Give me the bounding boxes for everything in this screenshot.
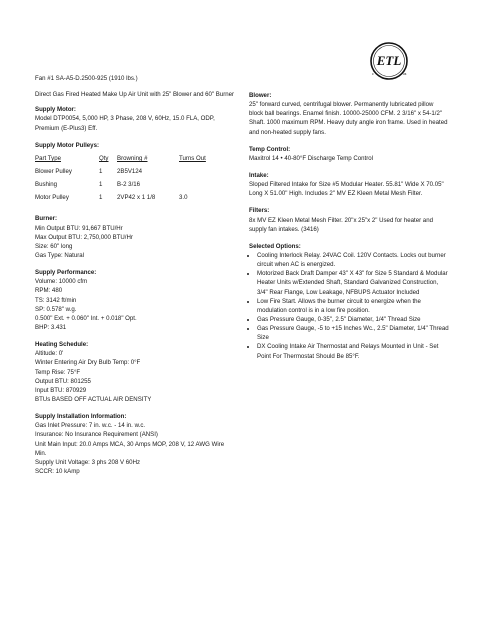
intake-heading: Intake:	[249, 171, 269, 179]
selected-options-section	[249, 242, 449, 361]
list-item: • DX Cooling Intake Air Thermostat and Relays Mounted in Unit - Set Point For Thermostat Should Be 85°F.	[257, 342, 449, 360]
installation-line: Supply Unit Voltage: 3 phs 208 V 60Hz	[35, 458, 141, 466]
heating-line: Temp Rise: 75°F	[35, 368, 81, 376]
list-item: • Gas Pressure Gauge, 0-35", 2.5" Diameter, 1/4" Thread Size	[257, 315, 449, 324]
list-item: • Gas Pressure Gauge, -5 to +15 Inches Wc., 2.5" Diameter, 1/4" Thread Size	[257, 324, 449, 342]
col-header-qty: Qty	[99, 154, 109, 162]
heating-line: Output BTU: 801255	[35, 377, 91, 385]
unit-description: Direct Gas Fired Heated Make Up Air Unit with 25" Blower and 60" Burner	[35, 91, 235, 99]
intake-section	[249, 171, 449, 198]
cell-qty: 1	[99, 194, 103, 202]
performance-line: SP: 0.578" w.g.	[35, 305, 77, 313]
list-item: • Motorized Back Draft Damper 43" X 43" for Size 5 Standard & Modular Heater Units w/Extended Shaft, Standard Galvanized Construction, 3/4" Rear Flange, Low Leakage, NFBUPS Actuator Included	[257, 269, 449, 296]
cell-part-type: Motor Pulley	[35, 194, 69, 202]
temp-control-section	[249, 145, 449, 163]
col-header-turns-out: Turns Out	[179, 154, 206, 162]
cell-browning: 2VP42 x 1 1/8	[117, 194, 156, 202]
selected-options-heading: Selected Options:	[249, 242, 301, 250]
intake-text: Sloped Filtered Intake for Size #5 Modular Heater. 55.81" Wide X 70.05" Long X 51.00" High. Includes 2" MV EZ Kleen Metal Mesh Filter.	[249, 181, 444, 198]
burner-heading: Burner:	[35, 215, 58, 223]
heating-schedule-heading: Heating Schedule:	[35, 341, 89, 349]
col-header-browning: Browning #	[117, 154, 148, 162]
burner-line: Size: 60" long	[35, 242, 73, 250]
list-item: • Low Fire Start. Allows the burner circuit to energize when the modulation control is in a low fire position.	[257, 297, 449, 315]
pulleys-header-row	[35, 154, 219, 167]
performance-line: Volume: 10000 cfm	[35, 278, 88, 286]
cell-browning: B-2 3/16	[117, 181, 141, 189]
pulleys-heading: Supply Motor Pulleys:	[35, 141, 99, 149]
right-column	[249, 91, 449, 369]
heating-line: Winter Entering Air Dry Bulb Temp: 0°F	[35, 359, 141, 367]
heating-line: Input BTU: 870929	[35, 386, 87, 394]
col-header-part-type: Part Type	[35, 154, 61, 162]
svg-text:ETL: ETL	[376, 53, 402, 68]
supply-motor-heading: Supply Motor:	[35, 106, 76, 114]
burner-line: Max Output BTU: 2,750,000 BTU/Hr	[35, 233, 133, 241]
cell-part-type: Bushing	[35, 181, 58, 189]
temp-control-heading: Temp Control:	[249, 145, 291, 153]
table-row	[35, 167, 219, 180]
blower-section	[249, 91, 449, 137]
cell-turns-out	[179, 180, 219, 193]
supply-motor-pulleys-section	[35, 141, 235, 207]
blower-heading: Blower:	[249, 92, 272, 99]
cell-browning: 2B5V124	[117, 167, 143, 175]
list-item: • Cooling Interlock Relay. 24VAC Coil. 120V Contacts. Locks out burner circuit when AC is energized.	[257, 251, 449, 269]
temp-control-text: Maxitrol 14 • 40-80°F Discharge Temp Control	[249, 154, 374, 162]
filters-section	[249, 206, 449, 233]
cell-qty: 1	[99, 181, 103, 189]
supply-installation-heading: Supply Installation Information:	[35, 413, 127, 421]
fan-title: Fan #1 SA-A5-D.2500-925 (1910 lbs.)	[35, 75, 138, 82]
supply-motor-text: Model DTP0054, 5,000 HP, 3 Phase, 208 V, 60Hz, 15.0 FLA, ODP, Premium (E-Plus3) Eff.	[35, 115, 215, 132]
installation-line: Insurance: No Insurance Requirement (ANSI)	[35, 431, 158, 439]
heating-line: Altitude: 0'	[35, 350, 64, 358]
performance-line: 0.500" Ext. + 0.060" Int. + 0.018" Opt.	[35, 314, 137, 322]
installation-line: Gas Inlet Pressure: 7 in. w.c. - 14 in. w.c.	[35, 422, 146, 430]
filters-heading: Filters:	[249, 207, 270, 215]
table-row	[35, 193, 219, 206]
filters-text: 8x MV EZ Kleen Metal Mesh Filter. 20"x 25"x 2" Used for heater and supply fan intakes. (3416)	[249, 216, 433, 233]
heating-line: BTUs BASED OFF ACTUAL AIR DENSITY	[35, 395, 152, 403]
performance-line: TS: 3142 ft/min	[35, 296, 77, 304]
table-row	[35, 180, 219, 193]
installation-line: SCCR: 10 kAmp	[35, 467, 80, 475]
supply-performance-section	[35, 268, 235, 332]
burner-line: Min Output BTU: 91,667 BTU/Hr	[35, 224, 123, 232]
options-list	[249, 251, 449, 361]
burner-line: Gas Type: Natural	[35, 251, 84, 259]
blower-text: 25" forward curved, centrifugal blower. Permanently lubricated pillow block ball bearings. Enamel finish. 10000-25000 CFM. 2 3/16" x 54-1/2" Shaft. 1000 maximum RPM. Heavy duty angle iron frame. Used in heated and non-heated supply fans.	[249, 101, 448, 136]
supply-performance-heading: Supply Performance:	[35, 269, 97, 277]
cell-turns-out	[179, 167, 219, 180]
cell-qty: 1	[99, 167, 103, 175]
supply-installation-section	[35, 412, 235, 476]
svg-text:c: c	[372, 72, 374, 76]
heating-schedule-section	[35, 340, 235, 404]
performance-line: BHP: 3.431	[35, 323, 67, 331]
left-column	[35, 74, 235, 484]
cell-part-type: Blower Pulley	[35, 167, 72, 175]
installation-line: Unit Main Input: 20.0 Amps MCA, 30 Amps MOP, 208 V, 12 AWG Wire Min.	[35, 440, 225, 457]
supply-motor-section	[35, 105, 235, 132]
svg-text:us: us	[403, 72, 407, 76]
etl-listed-logo	[368, 40, 410, 82]
performance-line: RPM: 480	[35, 287, 63, 295]
pulleys-table	[35, 154, 219, 207]
cell-turns-out: 3.0	[179, 194, 188, 202]
burner-section	[35, 214, 235, 260]
